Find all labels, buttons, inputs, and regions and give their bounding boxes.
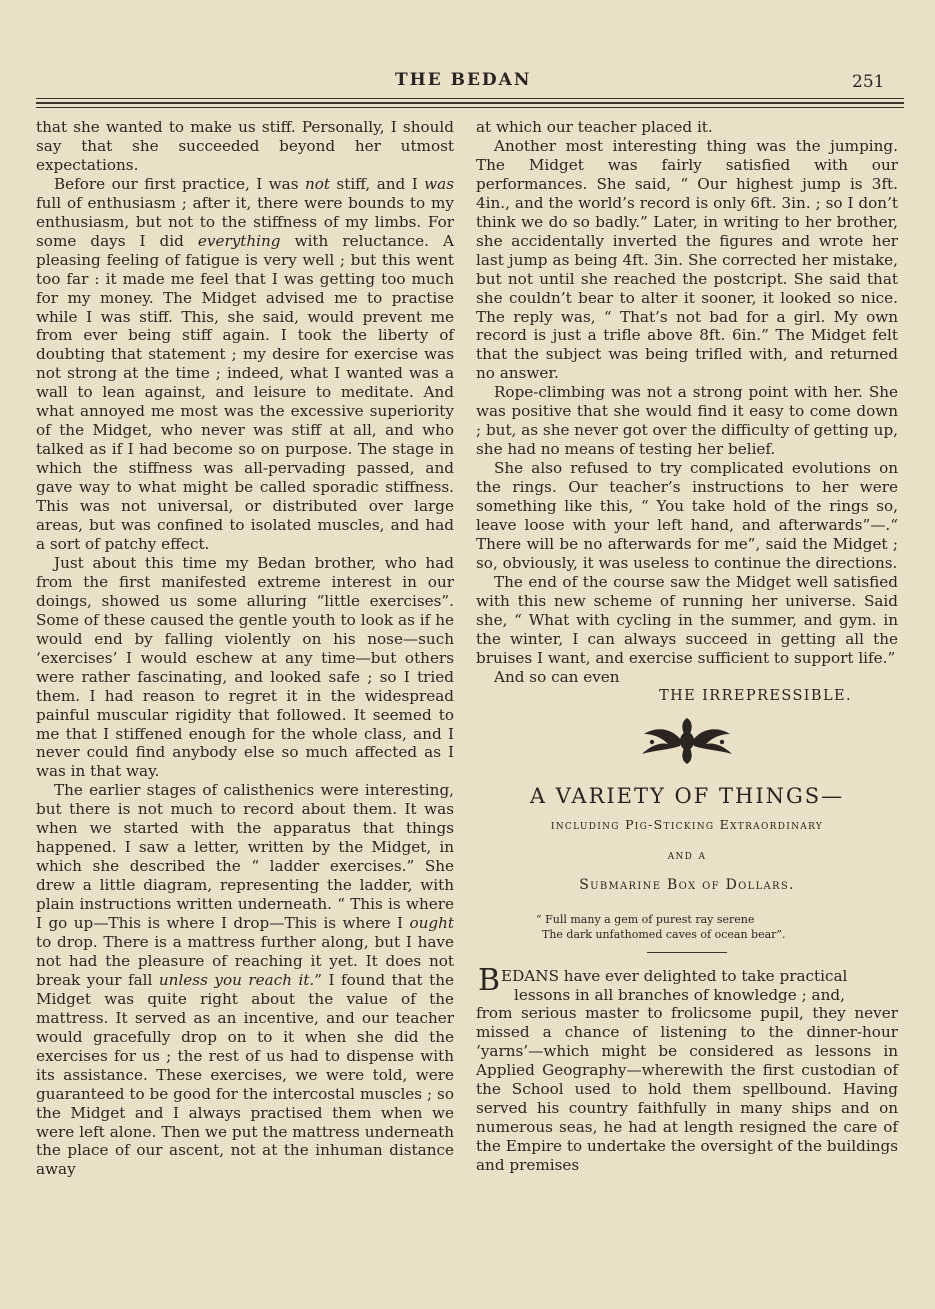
running-header-title: THE BEDAN bbox=[395, 70, 532, 90]
emphasis: not bbox=[304, 174, 330, 193]
header-rule-bottom bbox=[36, 107, 904, 108]
article-subtitle-2: and a bbox=[667, 846, 707, 862]
text-run: to drop. There is a mattress further along, but I have not had the pleasure of reaching it yet. It does not break your fall bbox=[36, 932, 454, 989]
epigraph-line-2: The dark unfathomed caves of ocean bear”. bbox=[542, 927, 786, 941]
text-run: full of enthusiasm ; after it, there were bounds to my enthusiasm, but not to the stiffness of my limbs. For some days I did bbox=[36, 193, 454, 250]
article-title: A VARIETY OF THINGS— bbox=[529, 783, 845, 808]
epigraph bbox=[536, 912, 898, 942]
right-paragraph-3: Rope-climbing was not a strong point with her. She was positive that she would find it easy to come down ; but, as she never got over the difficulty of getting up, she had no means of testing her belief. bbox=[476, 383, 898, 459]
emphasis: everything bbox=[197, 231, 281, 250]
text-run: with reluctance. A pleasing feeling of fatigue is very well ; but this went too far : it made me feel that I was getting too much for my money. The Midget advised me to practise while I was stiff. This, she said, would prevent me from ever being stiff again. I took the liberty of doubting that statement ; my desire for exercise was not strong at the time ; indeed, what I wanted was a wall to lean against, and leisure to meditate. And what annoyed me most was the excessive superiority of the Midget, who never was stiff at all, and who talked as if I had become so on purpose. The stage in which the stiffness was all-pervading passed, and gave way to what might be called sporadic stiffness. This was not universal, or distributed over large areas, but was confined to isolated muscles, and had a sort of patchy effect. bbox=[36, 231, 454, 553]
left-paragraph-2 bbox=[36, 175, 454, 554]
right-paragraph-1: at which our teacher placed it. bbox=[476, 118, 713, 136]
header-rule-middle bbox=[36, 102, 904, 104]
text-run: ” I found that the Midget was quite right about the value of the mattress. It served as an incentive, and our teacher would gracefully drop on to it when she did the exercises for us ; the rest of us had to dispense with its assistance. These exercises, we were told, were guaranteed to be good for the intercostal muscles ; so the Midget and I always practised them when we were left alone. Then we put the mattress underneath the place of our ascent, not at the inhuman distance away bbox=[36, 970, 454, 1179]
right-paragraph-2: Another most interesting thing was the jumping. The Midget was fairly satisfied with our performances. She said, “ Our highest jump is 3ft. 4in., and the world’s record is only 6ft. 3in. ; so I don’t think we do so badly.” Later, in writing to her brother, she accidentally inverted the figures and wrote her last jump as being 4ft. 3in. She corrected her mistake, but not until she reached the postcript. She said that she couldn’t bear to alter it sooner, it looked so nice. The reply was, “ That’s not bad for a girl. My own record is just a trifle above 8ft. 6in.” The Midget felt that the subject was being trifled with, and returned no answer. bbox=[476, 136, 898, 383]
left-paragraph-3: Just about this time my Bedan brother, who had from the first manifested extreme interest in our doings, showed us some alluring “little exercises”. Some of these caused the gentle youth to look as if he would end by falling violently on his nose—such ‘exercises’ I would eschew at any time—but others were rather fascinating, and looked safe ; so I tried them. I had reason to regret it in the widespread painful muscular rigidity that followed. It seemed to me that I stiffened enough for the whole class, and I never could find anybody else so much affected as I was in that way. bbox=[36, 553, 454, 781]
page-number: 251 bbox=[852, 72, 885, 92]
drop-cap: B bbox=[478, 962, 501, 998]
emphasis: was bbox=[424, 174, 454, 193]
signature: THE IRREPRESSIBLE. bbox=[659, 687, 852, 704]
emphasis: unless you reach it. bbox=[158, 970, 315, 989]
left-paragraph-1: that she wanted to make us stiff. Personally, I should say that she succeeded beyond her utmost expectations. bbox=[36, 118, 454, 174]
text-run: lessons in all branches of knowledge ; and, bbox=[514, 985, 845, 1004]
text-run: stiff, and I bbox=[329, 174, 425, 193]
text-run: Before our first practice, I was bbox=[54, 174, 305, 193]
text-run: from serious master to frolicsome pupil, they never missed a chance of listening to the dinner-hour ‘yarns’—which might be considered as lessons in Applied Geography—wherewith the first custodian of the School used to hold them spellbound. Having served his country faithfully in many ships and on numerous seas, he had at length resigned the care of the Empire to undertake the oversight of the buildings and premises bbox=[476, 1004, 898, 1175]
right-paragraph-5: The end of the course saw the Midget well satisfied with this new scheme of running her universe. Said she, “ What with cycling in the summer, and gym. in the winter, I can always succeed in getting all the bruises I want, and exercise sufficient to support life.” bbox=[476, 572, 898, 667]
emphasis: ought bbox=[409, 914, 454, 933]
text-run: EDANS have ever delighted to take practical bbox=[501, 966, 848, 985]
text-run: The earlier stages of calisthenics were interesting, but there is not much to record about them. It was when we started with the apparatus that things happened. I saw a letter, written by the Midget, in which she described the “ ladder exercises.” She drew a little diagram, representing the ladder, with plain instructions written underneath. “ This is where I go up—This is where I drop—This is where I bbox=[36, 781, 454, 933]
section-divider bbox=[647, 952, 727, 953]
right-column bbox=[476, 118, 898, 1175]
article-subtitle-3: Submarine Box of Dollars. bbox=[579, 876, 795, 893]
left-column bbox=[36, 118, 454, 1179]
right-paragraph-7 bbox=[476, 962, 898, 1175]
right-paragraph-4: She also refused to try complicated evolutions on the rings. Our teacher’s instructions to her were something like this, “ You take hold of the rings so, leave loose with your left hand, and afterwards”—.“ There will be no afterwards for me”, said the Midget ; so, obviously, it was useless to continue the directions. bbox=[476, 459, 898, 572]
floral-ornament-icon bbox=[632, 718, 742, 764]
header-rule-top bbox=[36, 98, 904, 99]
article-subtitle-1: including Pig-Sticking Extraordinary bbox=[550, 816, 824, 832]
left-paragraph-4 bbox=[36, 781, 454, 1179]
right-paragraph-6: And so can even bbox=[494, 667, 620, 686]
epigraph-line-1: “ Full many a gem of purest ray serene bbox=[536, 912, 755, 926]
